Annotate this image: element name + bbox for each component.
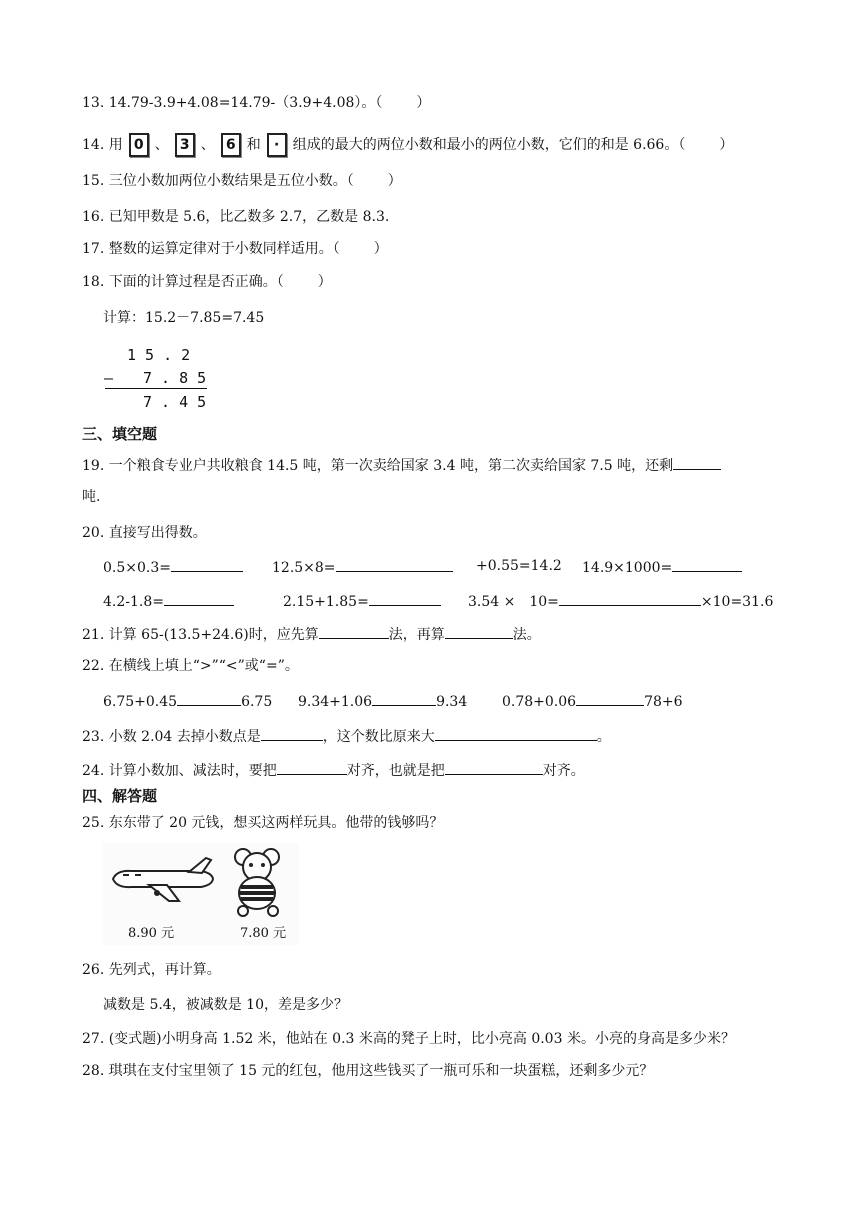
calc-line: 计算：15.2－7.85=7.45	[103, 310, 265, 326]
question-15	[82, 172, 402, 190]
question-number: 27.	[82, 1031, 105, 1047]
question-text: 计算 65-(13.5+24.6)时，应先算	[108, 627, 319, 643]
question-26	[82, 961, 221, 979]
question-13	[82, 94, 430, 112]
question-text: 先列式，再计算。	[108, 962, 221, 978]
question-number: 18.	[82, 274, 105, 290]
expression: 2.15+1.85=	[283, 594, 369, 610]
expression: 9.34	[436, 694, 468, 710]
question-text: 对齐，也就是把	[346, 763, 445, 779]
question-number: 21.	[82, 627, 105, 643]
answer-paren-close: ）	[719, 137, 734, 153]
question-18	[82, 273, 332, 291]
calc-item	[283, 591, 441, 611]
question-text: 组成的最大的两位小数和最小的两位小数，它们的和是 6.66。（	[292, 137, 686, 153]
expression: 9.34+1.06	[298, 694, 373, 710]
expression: 14.9×1000=	[582, 560, 673, 576]
question-text: ，这个数比原来大	[322, 729, 435, 745]
calc-item: +0.55=14.2	[476, 558, 562, 574]
question-number: 13.	[82, 95, 105, 111]
digit-card-6: 6	[221, 133, 241, 157]
question-text: 法，再算	[388, 627, 445, 643]
separator: 、	[154, 137, 169, 153]
question-text: 用	[108, 137, 123, 153]
answer-paren-close: ）	[317, 274, 332, 290]
question-text: 。	[596, 729, 611, 745]
question-21	[82, 624, 541, 644]
question-16	[82, 208, 389, 226]
question-28	[82, 1062, 653, 1080]
expression: 12.5×8=	[272, 560, 336, 576]
airplane-icon	[109, 855, 219, 905]
expression: 10=	[529, 594, 559, 610]
question-number: 25.	[82, 815, 105, 831]
compare-item	[298, 691, 467, 711]
section-heading-fill-in: 三、填空题	[82, 425, 158, 443]
result-line	[105, 388, 207, 389]
calc-item	[103, 591, 234, 611]
answer-blank[interactable]	[369, 591, 441, 606]
expression: 0.5×0.3=	[103, 560, 171, 576]
question-number: 23.	[82, 729, 105, 745]
expression: 3.54 ×	[468, 594, 516, 610]
question-17	[82, 240, 388, 258]
question-20	[82, 524, 207, 542]
answer-blank[interactable]	[177, 691, 241, 706]
question-text: 和	[246, 137, 261, 153]
question-text: 已知甲数是 5.6，比乙数多 2.7，乙数是 8.3.	[108, 209, 390, 225]
question-text: 一个粮食专业户共收粮食 14.5 吨，第一次卖给国家 3.4 吨，第二次卖给国家 7.5 吨，还剩	[108, 458, 674, 474]
calc-item	[103, 557, 243, 577]
answer-blank[interactable]	[445, 760, 543, 775]
expression: 4.2-1.8=	[103, 594, 164, 610]
question-text: (变式题)小明身高 1.52 米，他站在 0.3 米高的凳子上时，比小亮高 0.03 米。小亮的身高是多少米？	[108, 1031, 735, 1047]
question-text: 计算小数加、减法时，要把	[108, 763, 277, 779]
separator: 、	[200, 137, 215, 153]
question-number: 15.	[82, 173, 105, 189]
question-text: 小数 2.04 去掉小数点是	[108, 729, 261, 745]
expression: 6.75+0.45	[103, 694, 178, 710]
expression: ×10=31.6	[700, 594, 774, 610]
compare-item	[502, 691, 683, 711]
answer-blank[interactable]	[171, 557, 243, 572]
answer-blank[interactable]	[576, 691, 644, 706]
answer-paren-close: ）	[373, 241, 388, 257]
bear-price: 7.80 元	[240, 926, 287, 941]
answer-blank[interactable]	[673, 455, 721, 470]
question-23	[82, 726, 611, 746]
answer-blank[interactable]	[445, 624, 513, 639]
question-text: 14.79-3.9+4.08=14.79-（3.9+4.08）。（	[108, 95, 383, 111]
question-number: 20.	[82, 525, 105, 541]
question-number: 14.	[82, 137, 105, 153]
question-22	[82, 657, 299, 675]
question-text: 在横线上填上“>”“<”或“=”。	[108, 658, 299, 674]
expression: 0.78+0.06	[502, 694, 577, 710]
calc-item	[272, 557, 453, 577]
answer-blank[interactable]	[559, 591, 701, 606]
answer-blank[interactable]	[435, 726, 597, 741]
digit-card-0: 0	[129, 133, 149, 157]
question-number: 26.	[82, 962, 105, 978]
calc-item	[468, 591, 773, 611]
answer-blank[interactable]	[277, 760, 347, 775]
minuend: 1 5 . 2	[127, 346, 191, 364]
sub-question: 减数是 5.4，被减数是 10，差是多少？	[103, 997, 348, 1013]
question-text: 直接写出得数。	[108, 525, 207, 541]
question-number: 17.	[82, 241, 105, 257]
question-number: 16.	[82, 209, 105, 225]
question-number: 19.	[82, 458, 105, 474]
subtrahend: 7 . 8 5	[143, 369, 207, 387]
minus-sign: —	[104, 369, 114, 387]
answer-blank[interactable]	[261, 726, 323, 741]
question-text: 三位小数加两位小数结果是五位小数。（	[108, 173, 354, 189]
question-text: 下面的计算过程是否正确。（	[108, 274, 284, 290]
compare-item	[103, 691, 272, 711]
question-text: 东东带了 20 元钱，想买这两样玩具。他带的钱够吗？	[108, 815, 444, 831]
digit-card-3: 3	[175, 133, 195, 157]
teddy-bear-icon	[229, 847, 293, 917]
calc-item	[582, 557, 742, 577]
airplane-price: 8.90 元	[128, 926, 175, 941]
section-heading-word-problems: 四、解答题	[82, 787, 158, 805]
unit-text: 吨.	[82, 489, 101, 505]
question-text: 对齐。	[542, 763, 585, 779]
question-number: 22.	[82, 658, 105, 674]
question-text: 琪琪在支付宝里领了 15 元的红包，他用这些钱买了一瓶可乐和一块蛋糕，还剩多少元？	[108, 1063, 654, 1079]
expression: 6.75	[241, 694, 273, 710]
answer-paren-close: ）	[387, 173, 402, 189]
answer-blank[interactable]	[372, 691, 436, 706]
answer-blank[interactable]	[319, 624, 389, 639]
decimal-point-card: ·	[267, 133, 287, 157]
toys-picture	[103, 843, 299, 945]
answer-paren-close: ）	[416, 95, 431, 111]
question-number: 24.	[82, 763, 105, 779]
question-text: 法。	[512, 627, 541, 643]
question-number: 28.	[82, 1063, 105, 1079]
question-27	[82, 1030, 735, 1048]
question-24	[82, 760, 585, 780]
question-25	[82, 814, 443, 832]
answer-blank[interactable]	[672, 557, 742, 572]
answer-blank[interactable]	[164, 591, 234, 606]
answer-blank[interactable]	[336, 557, 453, 572]
question-19	[82, 455, 721, 475]
expression: 78+6	[644, 694, 683, 710]
difference: 7 . 4 5	[143, 393, 207, 411]
question-text: 整数的运算定律对于小数同样适用。（	[108, 241, 340, 257]
question-14	[82, 133, 733, 157]
